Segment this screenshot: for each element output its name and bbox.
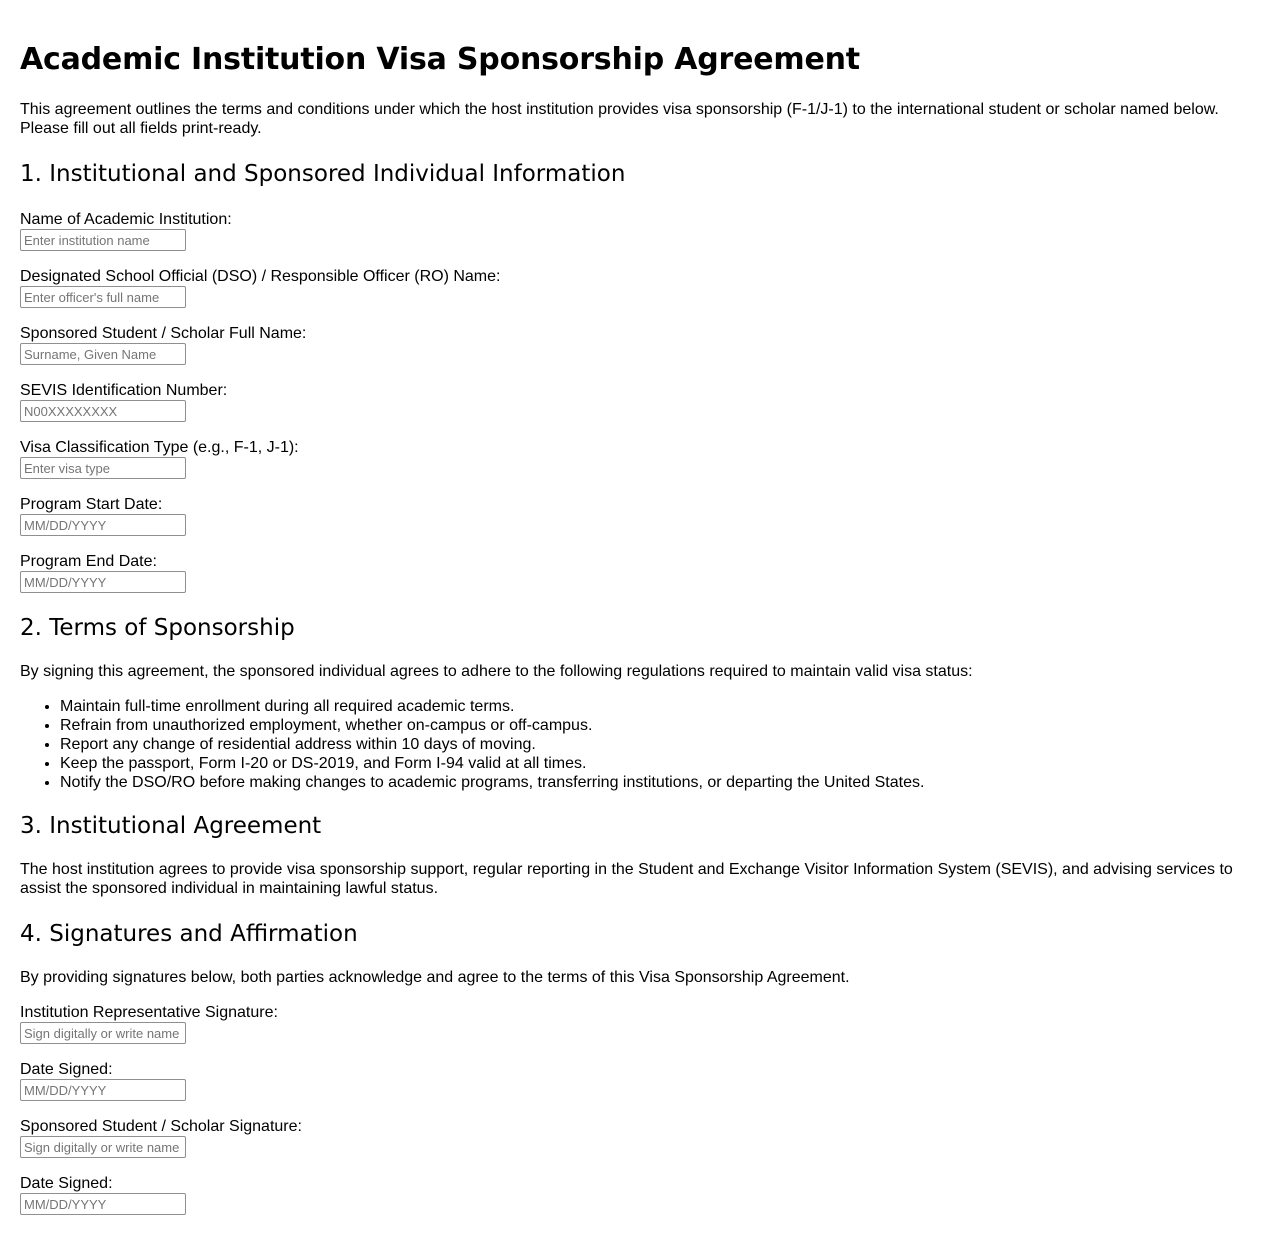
institution-signature-input[interactable]	[20, 1022, 186, 1044]
list-item: • Keep the passport, Form I-20 or DS-2019, and Form I-94 valid at all times.	[60, 754, 1242, 773]
institution-signature-field	[20, 1003, 1242, 1044]
list-item: • Notify the DSO/RO before making changes to academic programs, transferring institutions, or departing the United States.	[60, 773, 1242, 792]
program-start-date-label: Program Start Date:	[20, 496, 163, 513]
student-name-field	[20, 324, 1242, 365]
student-signature-input[interactable]	[20, 1136, 186, 1158]
institution-date-signed-input[interactable]	[20, 1079, 186, 1101]
section-4-text: By providing signatures below, both parties acknowledge and agree to the terms of this Visa Sponsorship Agreement.	[20, 969, 850, 986]
list-item: • Maintain full-time enrollment during all required academic terms.	[60, 697, 1242, 716]
officer-name-label: Designated School Official (DSO) / Responsible Officer (RO) Name:	[20, 268, 501, 285]
student-signature-label: Sponsored Student / Scholar Signature:	[20, 1118, 302, 1135]
student-signature-field	[20, 1117, 1242, 1158]
visa-type-input[interactable]	[20, 457, 186, 479]
sevis-id-label: SEVIS Identification Number:	[20, 382, 228, 399]
student-date-signed-input[interactable]	[20, 1193, 186, 1215]
section-2-heading: 2. Terms of Sponsorship	[20, 615, 295, 641]
student-name-label: Sponsored Student / Scholar Full Name:	[20, 325, 307, 342]
program-start-date-field	[20, 495, 1242, 536]
officer-name-input[interactable]	[20, 286, 186, 308]
institution-name-input[interactable]	[20, 229, 186, 251]
program-end-date-field	[20, 552, 1242, 593]
student-name-input[interactable]	[20, 343, 186, 365]
section-2-text: By signing this agreement, the sponsored individual agrees to adhere to the following regulations required to maintain valid visa status:	[20, 663, 973, 680]
institution-date-signed-field	[20, 1060, 1242, 1101]
sevis-id-field	[20, 381, 1242, 422]
program-end-date-label: Program End Date:	[20, 553, 157, 570]
section-3-text: The host institution agrees to provide visa sponsorship support, regular reporting in the Student and Exchange Visitor Information System (SEVIS), and advising services to assist the sponsored individual in maintaining lawful status.	[20, 861, 1233, 897]
visa-type-field	[20, 438, 1242, 479]
section-1-heading: 1. Institutional and Sponsored Individual Information	[20, 161, 626, 187]
terms-list	[20, 697, 1242, 792]
institution-name-field	[20, 210, 1242, 251]
list-item: • Report any change of residential address within 10 days of moving.	[60, 735, 1242, 754]
officer-name-field	[20, 267, 1242, 308]
student-date-signed-field	[20, 1174, 1242, 1215]
list-item: • Refrain from unauthorized employment, whether on-campus or off-campus.	[60, 716, 1242, 735]
page-title: Academic Institution Visa Sponsorship Agreement	[20, 42, 860, 77]
sevis-id-input[interactable]	[20, 400, 186, 422]
section-3-heading: 3. Institutional Agreement	[20, 813, 322, 839]
institution-name-label: Name of Academic Institution:	[20, 211, 232, 228]
program-end-date-input[interactable]	[20, 571, 186, 593]
student-date-signed-label: Date Signed:	[20, 1175, 113, 1192]
section-4-heading: 4. Signatures and Affirmation	[20, 921, 358, 947]
institution-signature-label: Institution Representative Signature:	[20, 1004, 278, 1021]
visa-type-label: Visa Classification Type (e.g., F-1, J-1):	[20, 439, 299, 456]
intro-text: This agreement outlines the terms and conditions under which the host institution provides visa sponsorship (F-1/J-1) to the international student or scholar named below. Please fill out all fields print-ready.	[20, 101, 1219, 137]
institution-date-signed-label: Date Signed:	[20, 1061, 113, 1078]
program-start-date-input[interactable]	[20, 514, 186, 536]
